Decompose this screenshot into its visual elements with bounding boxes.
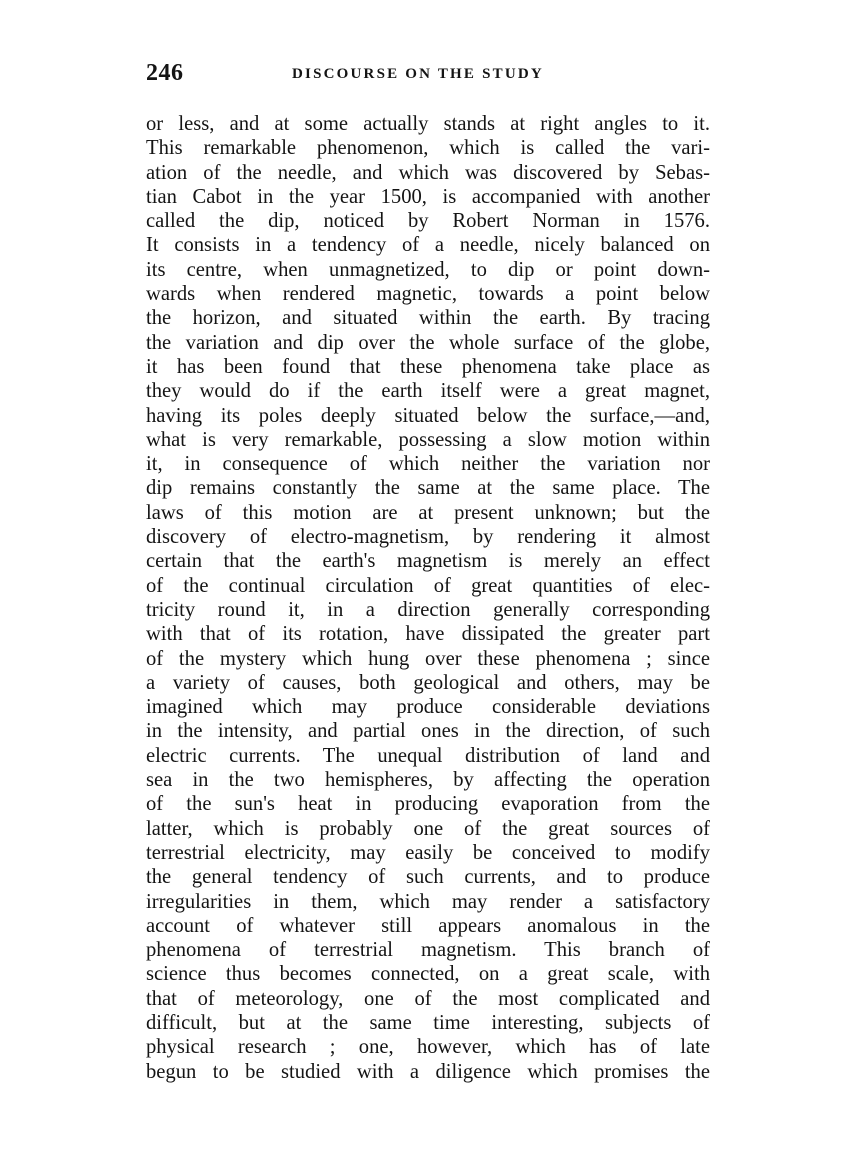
text-line: it, in consequence of which neither the variation nor [146, 453, 710, 476]
text-line: ation of the needle, and which was discovered by Sebas- [146, 161, 710, 184]
text-line: they would do if the earth itself were a great magnet, [146, 380, 710, 403]
text-line: the horizon, and situated within the earth. By tracing [146, 307, 710, 330]
text-line: or less, and at some actually stands at right angles to it. [146, 113, 710, 135]
text-line: that of meteorology, one of the most complicated and [146, 987, 710, 1010]
text-line: it has been found that these phenomena take place as [146, 355, 710, 378]
page-number: 246 [146, 60, 184, 86]
text-line: of the continual circulation of great quantities of elec- [146, 574, 710, 597]
text-line: wards when rendered magnetic, towards a point below [146, 283, 710, 306]
running-head [146, 60, 710, 90]
text-line: physical research ; one, however, which has of late [146, 1036, 710, 1059]
text-line: its centre, when unmagnetized, to dip or point down- [146, 258, 710, 281]
text-line: of the sun's heat in producing evaporation from the [146, 793, 710, 816]
text-line: science thus becomes connected, on a great scale, with [146, 963, 710, 986]
body-text [146, 112, 710, 1084]
text-line: tricity round it, in a direction generally corresponding [146, 598, 710, 621]
text-line: difficult, but at the same time interesting, subjects of [146, 1011, 710, 1034]
text-line: account of whatever still appears anomalous in the [146, 914, 710, 937]
text-line: It consists in a tendency of a needle, nicely balanced on [146, 234, 710, 257]
text-line: with that of its rotation, have dissipated the greater part [146, 623, 710, 646]
text-line: phenomena of terrestrial magnetism. This branch of [146, 939, 710, 962]
text-line: in the intensity, and partial ones in the direction, of such [146, 720, 710, 743]
text-line: irregularities in them, which may render a satisfactory [146, 890, 710, 913]
text-line: dip remains constantly the same at the same place. The [146, 477, 710, 500]
text-line: of the mystery which hung over these phenomena ; since [146, 647, 710, 670]
text-line: certain that the earth's magnetism is merely an effect [146, 550, 710, 573]
text-line: sea in the two hemispheres, by affecting the operation [146, 769, 710, 792]
text-line: tian Cabot in the year 1500, is accompanied with another [146, 185, 710, 208]
text-line: laws of this motion are at present unknown; but the [146, 501, 710, 524]
text-line: a variety of causes, both geological and others, may be [146, 671, 710, 694]
text-line: latter, which is probably one of the great sources of [146, 817, 710, 840]
text-line: terrestrial electricity, may easily be conceived to modify [146, 841, 710, 864]
text-line: the variation and dip over the whole surface of the globe, [146, 331, 710, 354]
text-line: electric currents. The unequal distribution of land and [146, 744, 710, 767]
running-title: DISCOURSE ON THE STUDY [292, 66, 544, 82]
text-line: begun to be studied with a diligence which promises the [146, 1060, 710, 1083]
text-line: the general tendency of such currents, and to produce [146, 866, 710, 889]
text-line: what is very remarkable, possessing a slow motion within [146, 428, 710, 451]
text-line: discovery of electro-magnetism, by rendering it almost [146, 526, 710, 549]
text-line: This remarkable phenomenon, which is called the vari- [146, 137, 710, 160]
text-line: called the dip, noticed by Robert Norman in 1576. [146, 210, 710, 233]
text-line: having its poles deeply situated below the surface,—and, [146, 404, 710, 427]
text-line: imagined which may produce considerable deviations [146, 696, 710, 719]
